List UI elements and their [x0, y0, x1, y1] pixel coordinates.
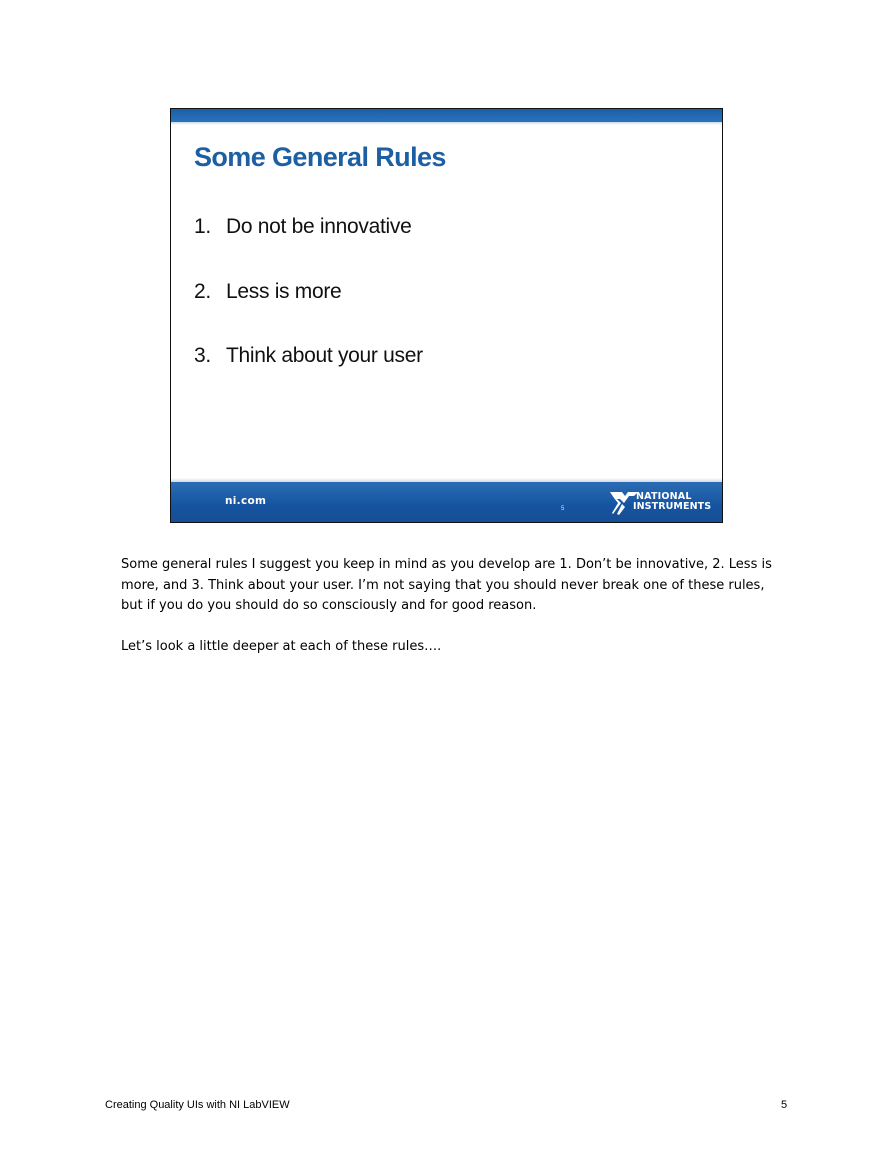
- footer-url: ni.com: [225, 495, 267, 507]
- rule-list: [194, 215, 423, 409]
- rule-item: [194, 280, 423, 345]
- slide-image: [170, 108, 723, 523]
- rule-text: Think about your user: [226, 344, 423, 367]
- ni-logo-wordmark: [633, 492, 711, 512]
- logo-line-1: NATIONAL: [636, 491, 692, 502]
- page-number: 5: [781, 1099, 788, 1111]
- notes-paragraph: Some general rules I suggest you keep in mind as you develop are 1. Don’t be innovative, 2. Less is more, and 3. Think about your user. I’m not saying that you should never break one of these rules, but if you do you should do so consciously and for good reason.: [121, 557, 772, 613]
- speaker-notes: [121, 555, 781, 678]
- rule-number: 1.: [194, 215, 211, 238]
- rule-text: Do not be innovative: [226, 215, 412, 238]
- rule-text: Less is more: [226, 279, 342, 303]
- slide-top-bar: [171, 109, 722, 122]
- logo-line-2: INSTRUMENTS: [633, 501, 712, 512]
- rule-number: 3.: [194, 344, 211, 367]
- document-title: Creating Quality UIs with NI LabVIEW: [105, 1099, 290, 1111]
- slide-title: Some General Rules: [194, 142, 446, 172]
- slide-number: 5: [561, 506, 565, 512]
- rule-number: 2.: [194, 279, 211, 303]
- ni-logo: [609, 490, 715, 516]
- rule-item: [194, 344, 423, 409]
- rule-item: [194, 215, 423, 280]
- notes-paragraph: Let’s look a little deeper at each of these rules….: [121, 639, 442, 654]
- slide-footer-bar: [171, 482, 722, 522]
